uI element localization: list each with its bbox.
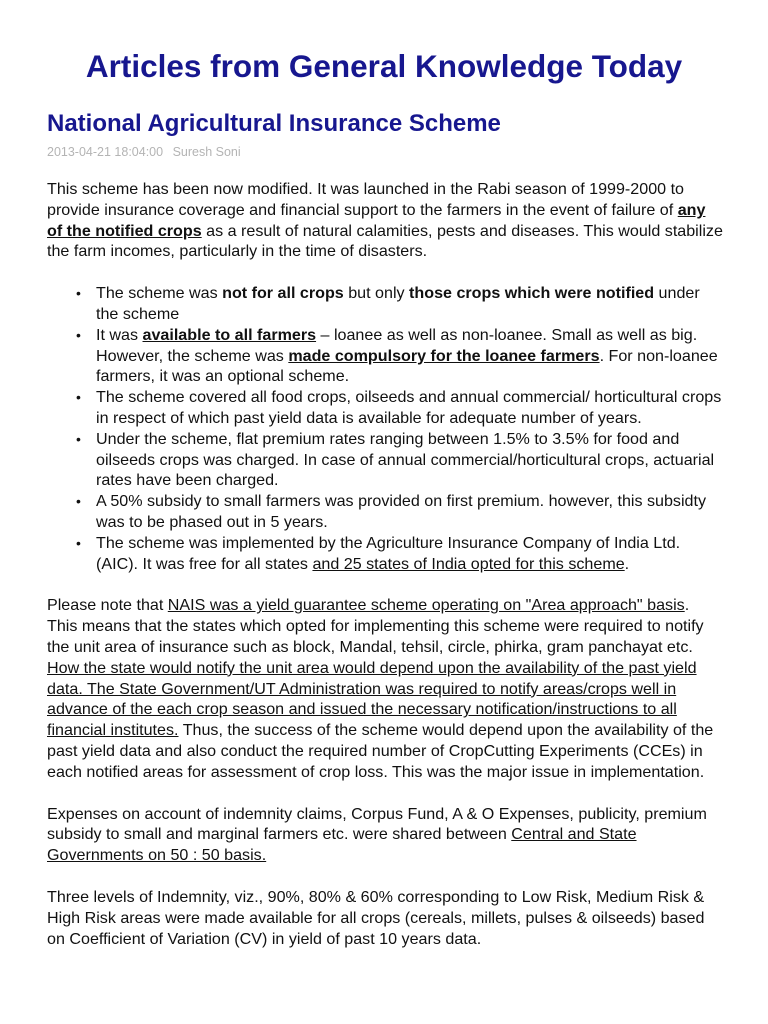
text-run: Under the scheme, flat premium rates ranging between 1.5% to 3.5% for food and oilseeds crops was charged. In case of annual commercial/horticultural crops, actuarial rates have been charged. bbox=[96, 429, 715, 490]
bullet-icon: • bbox=[76, 493, 81, 510]
underlined-text: How the state would notify the unit area would depend upon the availability of the past yield data. The State Government/UT Administration was required to notify areas/crops well in advance of the each crop season and issued the necessary notification/instructions to all financial institutes. bbox=[47, 658, 697, 740]
text-run: – loanee as well as non-loanee. Small as well as big. However, the scheme was bbox=[96, 325, 698, 365]
list-item bbox=[76, 429, 723, 491]
paragraph-expenses bbox=[47, 804, 723, 866]
text-run: The scheme was bbox=[96, 284, 223, 303]
article-body bbox=[47, 179, 723, 970]
feature-list bbox=[47, 283, 723, 574]
bullet-icon: • bbox=[76, 534, 81, 551]
article-datetime: 2013-04-21 18:04:00 bbox=[47, 145, 164, 159]
bullet-icon: • bbox=[76, 430, 81, 447]
article-title: National Agricultural Insurance Scheme bbox=[47, 110, 501, 137]
text-run: It was bbox=[96, 325, 143, 344]
list-item bbox=[76, 387, 723, 429]
text-run: under the scheme bbox=[96, 284, 700, 323]
list-item bbox=[76, 325, 723, 387]
text-run: as a result of natural calamities, pests and diseases. This would stabilize the farm incomes, particularly in the time of disasters. bbox=[47, 221, 723, 261]
article-author: Suresh Soni bbox=[172, 145, 241, 159]
text-run: The scheme was implemented by the Agriculture Insurance Company of India Ltd. (AIC). It was free for all states bbox=[96, 533, 681, 573]
paragraph-indemnity bbox=[47, 887, 723, 949]
text-run: A 50% subsidy to small farmers was provided on first premium. however, this subsidty was to be phased out in 5 years. bbox=[96, 492, 707, 531]
emphasis: not for all crops bbox=[222, 284, 344, 303]
text-run: Thus, the success of the scheme would depend upon the availability of the past yield data and also conduct the required number of CropCutting Experiments (CCEs) in each notified areas for assessment of crop loss. This was the major issue in implementation. bbox=[47, 721, 714, 781]
emphasis: available to all farmers bbox=[142, 325, 317, 344]
text-run: Three levels of Indemnity, viz., 90%, 80% & 60% corresponding to Low Risk, Medium Risk & High Risk areas were made available for all crops (cereals, millets, pulses & oilseeds) based on Coefficient of Variation (CV) in yield of past 10 years data. bbox=[47, 887, 705, 948]
text-run: . For non-loanee farmers, it was an optional scheme. bbox=[96, 346, 718, 386]
site-title: Articles from General Knowledge Today bbox=[85, 48, 683, 84]
list-item bbox=[76, 283, 723, 325]
text-run: Please note that bbox=[47, 596, 168, 615]
article-meta bbox=[47, 144, 247, 160]
underlined-text: NAIS was a yield guarantee scheme operating on "Area approach" basis bbox=[167, 596, 685, 615]
bullet-icon: • bbox=[76, 285, 81, 302]
text-run: This scheme has been now modified. It was launched in the Rabi season of 1999-2000 to provide insurance coverage and financial support to the farmers in the event of failure of bbox=[47, 180, 684, 219]
emphasis: those crops which were notified bbox=[409, 284, 655, 303]
text-run: but only bbox=[343, 284, 410, 303]
text-run: . This means that the states which opted for implementing this scheme were required to notify the unit area of insurance such as block, Mandal, tehsil, circle, phirka, gram panchayat etc. bbox=[47, 596, 704, 656]
paragraph-area-approach bbox=[47, 595, 723, 782]
list-item bbox=[76, 491, 723, 533]
underlined-text: and 25 states of India opted for this scheme bbox=[312, 554, 625, 573]
list-item bbox=[76, 533, 723, 575]
bullet-icon: • bbox=[76, 326, 81, 343]
emphasis-notified-crops: any of the notified crops bbox=[47, 200, 706, 240]
underlined-text: Central and State Governments on 50 : 50 basis. bbox=[47, 825, 637, 865]
emphasis: made compulsory for the loanee farmers bbox=[288, 346, 600, 365]
text-run: Expenses on account of indemnity claims, Corpus Fund, A & O Expenses, publicity, premium subsidy to small and marginal farmers etc. were shared between bbox=[47, 804, 707, 844]
text-run: . bbox=[624, 554, 630, 573]
paragraph-intro bbox=[47, 179, 723, 262]
bullet-icon: • bbox=[76, 389, 81, 406]
text-run: The scheme covered all food crops, oilseeds and annual commercial/ horticultural crops in respect of which past yield data is available for adequate number of years. bbox=[96, 388, 722, 427]
